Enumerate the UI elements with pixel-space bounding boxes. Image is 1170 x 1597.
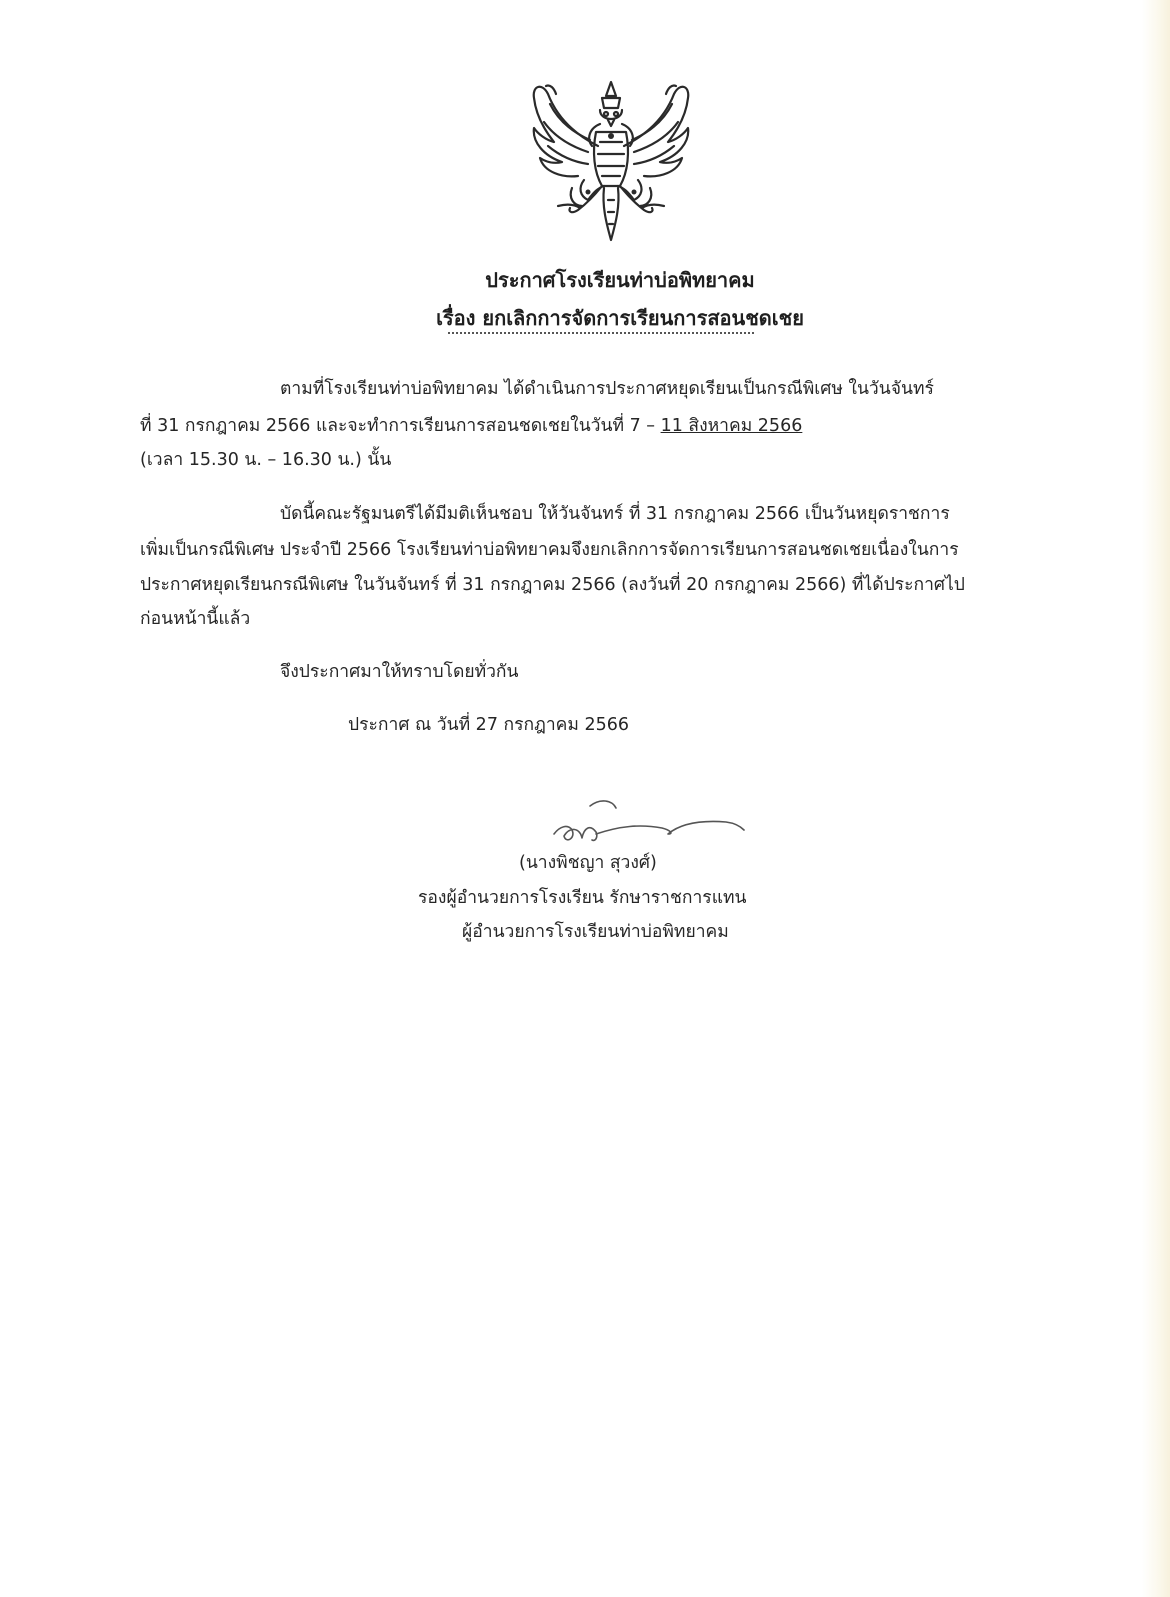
garuda-emblem-icon (528, 76, 694, 246)
para1-line3: (เวลา 15.30 น. – 16.30 น.) นั้น (140, 450, 392, 470)
para2-line4: ก่อนหน้านี้แล้ว (140, 609, 251, 629)
signatory-name: (นางพิชญา สุวงศ์) (519, 853, 657, 873)
dotted-divider (448, 332, 754, 334)
para1-line2 (140, 411, 802, 439)
para2-line2: เพิ่มเป็นกรณีพิเศษ ประจำปี 2566 โรงเรียนท่าบ่อพิทยาคมจึงยกเลิกการจัดการเรียนการสอนชดเชยเนื่องในการ (140, 540, 959, 560)
para2-line1: บัดนี้คณะรัฐมนตรีได้มีมติเห็นชอบ ให้วันจันทร์ ที่ 31 กรกฎาคม 2566 เป็นวันหยุดราชการ (280, 504, 950, 524)
para2-line3: ประกาศหยุดเรียนกรณีพิเศษ ในวันจันทร์ ที่ 31 กรกฎาคม 2566 (ลงวันที่ 20 กรกฎาคม 2566) ที่ได้ประกาศไป (140, 575, 965, 595)
announcement-subject: เรื่อง ยกเลิกการจัดการเรียนการสอนชดเชย (436, 306, 804, 330)
announcement-title: ประกาศโรงเรียนท่าบ่อพิทยาคม (485, 268, 755, 292)
closing-line: จึงประกาศมาให้ทราบโดยทั่วกัน (280, 662, 519, 682)
para1-line1: ตามที่โรงเรียนท่าบ่อพิทยาคม ได้ดำเนินการประกาศหยุดเรียนเป็นกรณีพิเศษ ในวันจันทร์ (280, 379, 934, 399)
para1-line2-underlined-date: 11 สิงหาคม 2566 (660, 416, 803, 436)
signatory-position-director: ผู้อำนวยการโรงเรียนท่าบ่อพิทยาคม (462, 922, 729, 942)
signatory-position-acting: รองผู้อำนวยการโรงเรียน รักษาราชการแทน (418, 888, 747, 908)
para1-line2-text: ที่ 31 กรกฎาคม 2566 และจะทำการเรียนการสอนชดเชยในวันที่ 7 – (140, 416, 661, 436)
announcement-date: ประกาศ ณ วันที่ 27 กรกฎาคม 2566 (348, 715, 630, 735)
